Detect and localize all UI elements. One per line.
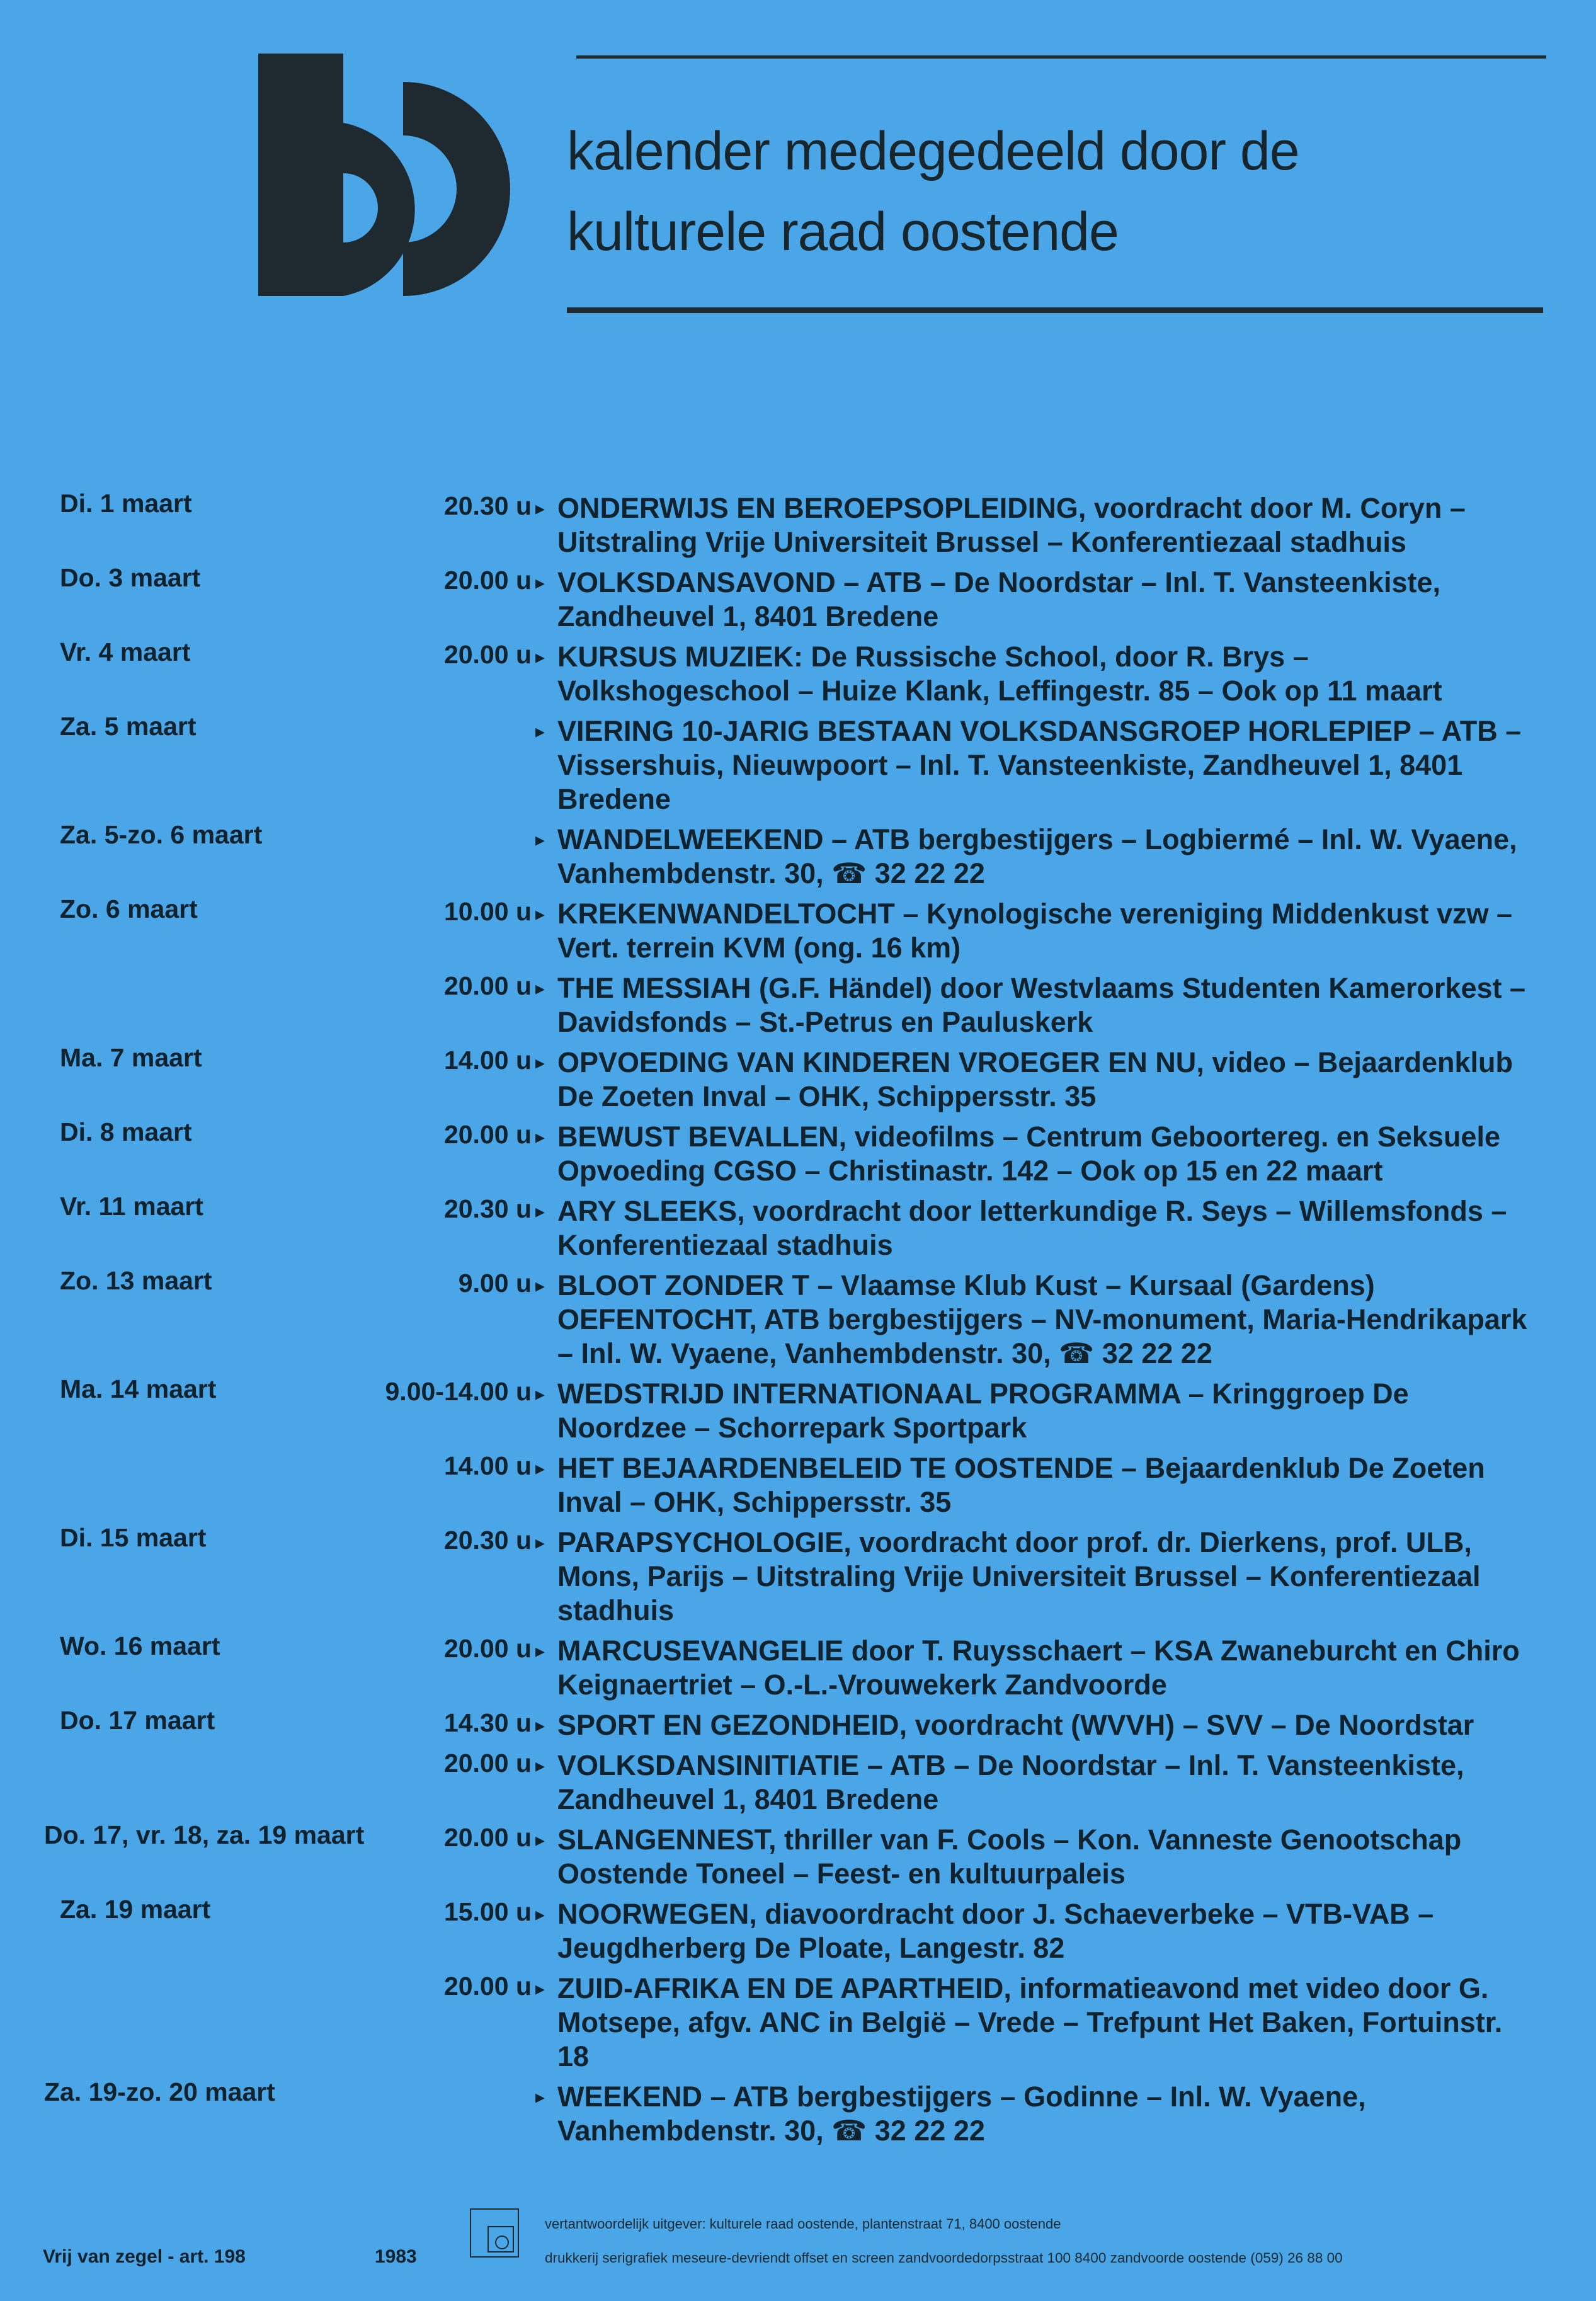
event-title: BEWUST BEVALLEN	[557, 1121, 839, 1153]
event-details: (G.F. Händel) door Westvlaams Studenten Kamerorkest – Davidsfonds – St.-Petrus en Pauluskerk	[557, 972, 1526, 1038]
event-time: 10.00 u	[443, 897, 532, 926]
event-description	[557, 1965, 1540, 2074]
bullet-arrow-icon: ▸	[535, 1756, 545, 1776]
event-row	[0, 485, 1596, 559]
event-details: , informatieavond met video door G. Motsepe, afgv. ANC in België – Vrede – Trefpunt Het Baken, Fortuinstr. 18	[557, 1972, 1503, 2072]
bullet-arrow-icon: ▸	[535, 1053, 545, 1073]
bullet-arrow-icon: ▸	[535, 1904, 545, 1925]
event-row	[0, 891, 1596, 965]
event-date: Do. 3 maart	[60, 563, 201, 592]
event-time: 20.00 u	[443, 566, 532, 595]
printer-line: drukkerij serigrafiek meseure-devriendt offset en screen zandvoordedorpsstraat 100 8400 zandvoorde oostende (059) 26 88 00	[545, 2250, 1343, 2266]
bullet-arrow-icon: ▸	[535, 1384, 545, 1405]
event-date: Vr. 4 maart	[60, 637, 191, 666]
event-details: – Kynologische vereniging Middenkust vzw – Vert. terrein KVM (ong. 16 km)	[557, 898, 1513, 964]
event-time: 20.00 u	[443, 1634, 532, 1663]
event-details: , voordracht door letterkundige R. Seys – Willemsfonds – Konferentiezaal stadhuis	[557, 1195, 1507, 1261]
event-row	[0, 1262, 1596, 1371]
event-date: Zo. 13 maart	[60, 1266, 212, 1295]
bullet-arrow-icon: ▸	[535, 1533, 545, 1553]
event-title: HET BEJAARDENBELEID TE OOSTENDE	[557, 1452, 1114, 1484]
event-title: ARY SLEEKS	[557, 1195, 738, 1227]
event-time: 14.30 u	[443, 1708, 532, 1737]
event-row	[0, 1114, 1596, 1188]
event-date: Zo. 6 maart	[60, 894, 198, 923]
top-rule	[576, 55, 1546, 59]
event-title: BLOOT ZONDER T	[557, 1269, 809, 1301]
bullet-arrow-icon: ▸	[535, 904, 545, 925]
event-row	[0, 1039, 1596, 1114]
event-date: Di. 15 maart	[60, 1523, 207, 1552]
event-time: 9.00-14.00 u	[385, 1377, 532, 1406]
event-date: Di. 8 maart	[60, 1117, 192, 1146]
event-description	[557, 1262, 1540, 1371]
bullet-arrow-icon: ▸	[535, 1201, 545, 1222]
event-details: – Bejaardenklub De Zoeten Inval – OHK, Schippersstr. 35	[557, 1452, 1485, 1518]
event-date: Do. 17 maart	[60, 1706, 215, 1735]
bullet-arrow-icon: ▸	[535, 1978, 545, 1999]
event-row	[0, 559, 1596, 634]
event-title: WANDELWEEKEND	[557, 823, 824, 855]
bullet-arrow-icon: ▸	[535, 1276, 545, 1296]
event-row	[0, 2074, 1596, 2148]
event-title: VOLKSDANSINITIATIE	[557, 1749, 860, 1781]
event-row	[0, 634, 1596, 708]
event-description	[557, 1114, 1540, 1188]
events-list	[0, 485, 1596, 2148]
event-description	[557, 1742, 1540, 1817]
event-row	[0, 1628, 1596, 1702]
kulturele-raad-logo	[258, 54, 523, 299]
event-date: Za. 19 maart	[60, 1895, 211, 1924]
event-details: – Kringgroep De Noordzee – Schorrepark Sportpark	[557, 1378, 1409, 1444]
event-row	[0, 1965, 1596, 2074]
event-description	[557, 1628, 1540, 1702]
bullet-arrow-icon: ▸	[535, 1641, 545, 1662]
event-date: Ma. 7 maart	[60, 1043, 202, 1072]
event-time: 20.00 u	[443, 1972, 532, 2001]
event-title: ONDERWIJS EN BEROEPSOPLEIDING	[557, 492, 1078, 524]
event-time: 20.30 u	[443, 491, 532, 520]
event-title: THE MESSIAH	[557, 972, 751, 1004]
event-title: KURSUS MUZIEK	[557, 641, 794, 673]
event-details: – ATB – Vissershuis, Nieuwpoort – Inl. T. Vansteenkiste, Zandheuvel 1, 8401 Bredene	[557, 715, 1522, 815]
stamp-text: Vrij van zegel - art. 198	[43, 2246, 246, 2267]
event-description	[557, 1039, 1540, 1114]
event-date: Ma. 14 maart	[60, 1374, 217, 1403]
bullet-arrow-icon: ▸	[535, 2087, 545, 2108]
event-details: , video – Bejaardenklub De Zoeten Inval – OHK, Schippersstr. 35	[557, 1046, 1513, 1112]
event-title: NOORWEGEN	[557, 1898, 750, 1930]
bullet-arrow-icon: ▸	[535, 498, 545, 519]
event-description	[557, 1445, 1540, 1519]
event-description	[557, 559, 1540, 634]
event-description	[557, 634, 1540, 708]
event-description	[557, 891, 1540, 965]
event-details: door T. Ruysschaert – KSA Zwaneburcht en Chiro Keignaertriet – O.-L.-Vrouwekerk Zandvoorde	[557, 1635, 1520, 1701]
event-title: VOLKSDANSAVOND	[557, 566, 836, 598]
event-row	[0, 816, 1596, 891]
event-row	[0, 1817, 1596, 1891]
header-title-line2: kulturele raad oostende	[567, 202, 1119, 262]
event-row	[0, 1742, 1596, 1817]
event-details: – ATB – De Noordstar – Inl. T. Vansteenkiste, Zandheuvel 1, 8401 Bredene	[557, 566, 1440, 632]
event-date: Di. 1 maart	[60, 489, 192, 518]
event-details: , voordracht door M. Coryn – Uitstraling Vrije Universiteit Brussel – Konferentiezaal stadhuis	[557, 492, 1466, 558]
event-row	[0, 1702, 1596, 1742]
event-time: 20.00 u	[443, 1749, 532, 1778]
event-description	[557, 1891, 1540, 1965]
event-time: 20.00 u	[443, 1823, 532, 1852]
event-date: Vr. 11 maart	[60, 1192, 203, 1221]
bullet-arrow-icon: ▸	[535, 573, 545, 593]
publisher-logo-icon	[469, 2208, 520, 2258]
event-row	[0, 1891, 1596, 1965]
event-title: KREKENWANDELTOCHT	[557, 898, 895, 930]
event-details: – ATB bergbestijgers – Godinne – Inl. W. Vyaene, Vanhembdenstr. 30, ☎ 32 22 22	[557, 2081, 1366, 2147]
event-date: Do. 17, vr. 18, za. 19 maart	[44, 1820, 365, 1849]
event-details: – Vlaamse Klub Kust – Kursaal (Gardens) OEFENTOCHT, ATB bergbestijgers – NV-monument, Maria-Hendrikapark – Inl. W. Vyaene, Vanhembdenstr. 30, ☎ 32 22 22	[557, 1269, 1527, 1369]
event-details: , videofilms – Centrum Geboortereg. en Seksuele Opvoeding CGSO – Christinastr. 142 – Ook op 15 en 22 maart	[557, 1121, 1500, 1187]
publisher-line: vertantwoordelijk uitgever: kulturele raad oostende, plantenstraat 71, 8400 oostende	[545, 2216, 1061, 2232]
event-row	[0, 1188, 1596, 1262]
event-row	[0, 1445, 1596, 1519]
event-description	[557, 708, 1540, 816]
year: 1983	[375, 2246, 417, 2267]
event-time: 9.00 u	[458, 1269, 532, 1298]
bullet-arrow-icon: ▸	[535, 1458, 545, 1479]
event-details: – ATB – De Noordstar – Inl. T. Vansteenkiste, Zandheuvel 1, 8401 Bredene	[557, 1749, 1464, 1815]
event-title: WEDSTRIJD INTERNATIONAAL PROGRAMMA	[557, 1378, 1181, 1410]
bullet-arrow-icon: ▸	[535, 978, 545, 999]
event-time: 20.00 u	[443, 971, 532, 1000]
event-details: , voordracht (WVVH) – SVV – De Noordstar	[899, 1709, 1474, 1741]
event-title: ZUID-AFRIKA EN DE APARTHEID	[557, 1972, 1004, 2004]
event-description	[557, 1817, 1540, 1891]
event-description	[557, 1702, 1540, 1742]
event-time: 20.00 u	[443, 1120, 532, 1149]
bullet-arrow-icon: ▸	[535, 1830, 545, 1851]
event-description	[557, 1371, 1540, 1445]
event-time: 14.00 u	[443, 1451, 532, 1480]
event-date: Za. 5 maart	[60, 712, 197, 741]
event-details: : De Russische School, door R. Brys – Volkshogeschool – Huize Klank, Leffingestr. 85 – Ook op 11 maart	[557, 641, 1442, 707]
event-description	[557, 1188, 1540, 1262]
event-time: 20.30 u	[443, 1194, 532, 1223]
bottom-header-rule	[567, 307, 1543, 313]
event-title: MARCUSEVANGELIE	[557, 1635, 844, 1667]
event-date: Za. 5-zo. 6 maart	[60, 820, 263, 849]
bullet-arrow-icon: ▸	[535, 647, 545, 668]
event-time: 20.00 u	[443, 640, 532, 669]
event-row	[0, 1371, 1596, 1445]
event-details: – ATB bergbestijgers – Logbiermé – Inl. W. Vyaene, Vanhembdenstr. 30, ☎ 32 22 22	[557, 823, 1517, 889]
bullet-arrow-icon: ▸	[535, 1127, 545, 1148]
event-title: SPORT EN GEZONDHEID	[557, 1709, 899, 1741]
bullet-arrow-icon: ▸	[535, 1715, 545, 1736]
event-date: Za. 19-zo. 20 maart	[44, 2077, 275, 2106]
bullet-arrow-icon: ▸	[535, 830, 545, 850]
event-time: 14.00 u	[443, 1046, 532, 1075]
event-description	[557, 965, 1540, 1039]
event-details: , diavoordracht door J. Schaeverbeke – VTB-VAB – Jeugdherberg De Ploate, Langestr. 82	[557, 1898, 1434, 1964]
event-description	[557, 1519, 1540, 1628]
event-title: OPVOEDING VAN KINDEREN VROEGER EN NU	[557, 1046, 1197, 1078]
event-details: , voordracht door prof. dr. Dierkens, prof. ULB, Mons, Parijs – Uitstraling Vrije Universiteit Brussel – Konferentiezaal stadhuis	[557, 1526, 1481, 1626]
event-time: 20.30 u	[443, 1526, 532, 1555]
event-title: PARAPSYCHOLOGIE	[557, 1526, 844, 1558]
event-description	[557, 2074, 1540, 2148]
event-row	[0, 965, 1596, 1039]
event-description	[557, 816, 1540, 891]
event-time: 15.00 u	[443, 1897, 532, 1926]
bullet-arrow-icon: ▸	[535, 721, 545, 742]
event-title: WEEKEND	[557, 2081, 703, 2113]
event-row	[0, 1519, 1596, 1628]
event-title: VIERING 10-JARIG BESTAAN VOLKSDANSGROEP HORLEPIEP	[557, 715, 1411, 747]
event-title: SLANGENNEST	[557, 1824, 769, 1856]
event-description	[557, 485, 1540, 559]
header-title-line1: kalender medegedeeld door de	[567, 121, 1299, 181]
event-date: Wo. 16 maart	[60, 1631, 220, 1660]
event-row	[0, 708, 1596, 816]
event-details: , thriller van F. Cools – Kon. Vanneste Genootschap Oostende Toneel – Feest- en kultuurpaleis	[557, 1824, 1462, 1890]
